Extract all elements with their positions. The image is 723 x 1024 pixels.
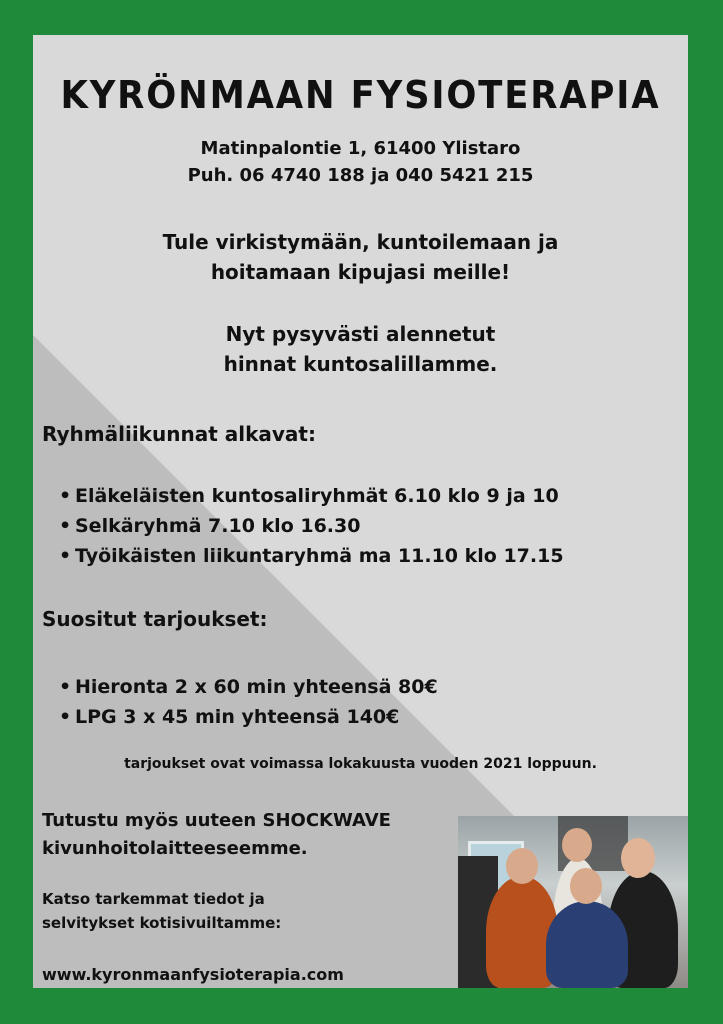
groups-list (59, 481, 564, 571)
groups-heading: Ryhmäliikunnat alkavat: (42, 422, 316, 446)
list-item-text: Eläkeläisten kuntosaliryhmät 6.10 klo 9 ja 10 (75, 485, 559, 507)
prices-text (33, 319, 688, 379)
list-item (59, 481, 564, 511)
list-item (59, 702, 438, 732)
bullet-icon: • (59, 485, 72, 507)
shockwave-line-1: Tutustu myös uuteen SHOCKWAVE (42, 810, 391, 831)
poster-panel (33, 35, 688, 988)
offers-heading: Suositut tarjoukset: (42, 607, 268, 631)
invite-line-1: Tule virkistymään, kuntoilemaan ja (162, 230, 559, 254)
invite-text (33, 227, 688, 287)
phone: Puh. 06 4740 188 ja 040 5421 215 (187, 165, 534, 186)
person-head (621, 838, 655, 878)
prices-line-1: Nyt pysyvästi alennetut (225, 322, 496, 346)
staff-photo (458, 816, 688, 988)
more-line-1: Katso tarkemmat tiedot ja (42, 890, 265, 908)
person-silhouette (546, 901, 628, 988)
page-title: KYRÖNMAAN FYSIOTERAPIA (60, 73, 661, 117)
bullet-icon: • (59, 676, 72, 698)
prices-line-2: hinnat kuntosalillamme. (223, 352, 498, 376)
bullet-icon: • (59, 515, 72, 537)
invite-line-2: hoitamaan kipujasi meille! (210, 260, 511, 284)
list-item (59, 672, 438, 702)
address: Matinpalontie 1, 61400 Ylistaro (200, 138, 521, 159)
list-item-text: LPG 3 x 45 min yhteensä 140€ (75, 706, 400, 728)
bullet-icon: • (59, 706, 72, 728)
list-item (59, 541, 564, 571)
more-info-text (42, 887, 281, 935)
offers-list (59, 672, 438, 732)
list-item-text: Työikäisten liikuntaryhmä ma 11.10 klo 17.15 (75, 545, 564, 567)
list-item-text: Hieronta 2 x 60 min yhteensä 80€ (75, 676, 438, 698)
contact-info (33, 135, 688, 189)
list-item (59, 511, 564, 541)
list-item-text: Selkäryhmä 7.10 klo 16.30 (75, 515, 361, 537)
offer-validity-note: tarjoukset ovat voimassa lokakuusta vuoden 2021 loppuun. (124, 756, 597, 772)
more-line-2: selvitykset kotisivuiltamme: (42, 914, 282, 932)
person-head (562, 828, 592, 862)
website-link[interactable]: www.kyronmaanfysioterapia.com (42, 965, 344, 984)
shockwave-line-2: kivunhoitolaitteeseemme. (42, 838, 308, 859)
person-head (506, 848, 538, 884)
shockwave-text (42, 807, 391, 863)
person-head (570, 868, 602, 904)
bullet-icon: • (59, 545, 72, 567)
